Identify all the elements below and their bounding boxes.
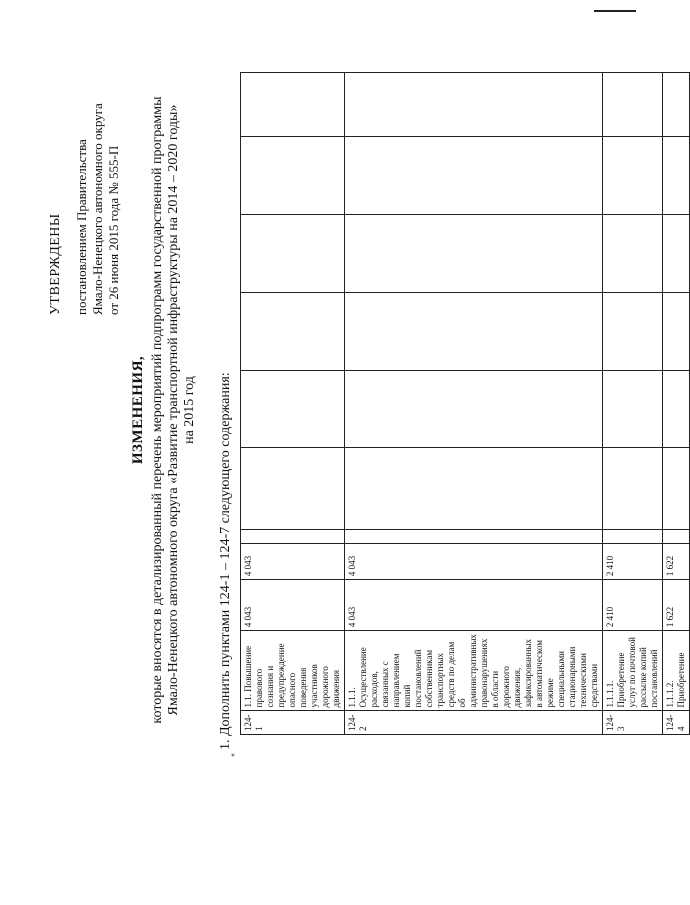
table-cell [241, 448, 345, 530]
row-name: 1.1.1. Осуществление расходов, связанных с направлением копий постановлений собственникам транспортных средств по делам об административных правонарушениях в области дорожного движения, зафиксированных в автоматическом режиме специальными стационарными техническими средствами [345, 631, 603, 711]
row-value: 2 410 [603, 544, 663, 580]
approval-line: от 26 июня 2015 года № 555-П [106, 145, 121, 315]
table-cell [603, 215, 663, 293]
row-number: 124-2 [345, 711, 603, 735]
approval-line: постановлением Правительства [74, 139, 89, 315]
table-cell [345, 371, 603, 448]
table-cell [663, 215, 690, 293]
table-cell [603, 448, 663, 530]
table-cell [603, 530, 663, 544]
table-cell [663, 73, 690, 137]
table-cell [663, 530, 690, 544]
table-row [345, 73, 603, 735]
table-cell [241, 73, 345, 137]
approval-line: Ямало-Ненецкого автономного округа [90, 103, 105, 315]
measures-table [240, 72, 690, 735]
row-value: 4 043 [241, 580, 345, 631]
row-value: 1 622 [663, 544, 690, 580]
table-cell [603, 137, 663, 215]
row-value: 4 043 [345, 544, 603, 580]
table-cell [241, 215, 345, 293]
table-cell [345, 73, 603, 137]
title-line: которые вносятся в детализированный перечень мероприятий подпрограмм государственной программы [150, 96, 165, 724]
table-cell [345, 448, 603, 530]
table-cell [345, 530, 603, 544]
row-value: 4 043 [345, 580, 603, 631]
table-cell [345, 137, 603, 215]
table-cell [345, 293, 603, 371]
table-cell [603, 73, 663, 137]
table-cell [663, 371, 690, 448]
table-cell [663, 448, 690, 530]
table-row [663, 73, 690, 735]
row-value: 1 622 [663, 580, 690, 631]
document-title [130, 65, 198, 755]
row-name: 1.1.1.2. Приобретение [663, 631, 690, 711]
row-number: 124-3 [603, 711, 663, 735]
table-cell [345, 215, 603, 293]
title-main: ИЗМЕНЕНИЯ, [130, 355, 146, 465]
approval-heading: УТВЕРЖДЕНЫ [48, 213, 63, 315]
table-row [603, 73, 663, 735]
table-cell [241, 371, 345, 448]
intro-paragraph: 1. Дополнить пунктами 124-1 – 124-7 следующего содержания: [218, 372, 233, 750]
table-cell [663, 137, 690, 215]
table-cell [603, 293, 663, 371]
quote-mark: « [228, 753, 237, 757]
title-line: Ямало-Ненецкого автономного округа «Развитие транспортной инфраструктуры на 2014 – 2020 годы» [166, 104, 181, 716]
row-number: 124-1 [241, 711, 345, 735]
row-number: 124-4 [663, 711, 690, 735]
table-cell [241, 293, 345, 371]
table-cell [663, 293, 690, 371]
row-name: 1.1. Повышение правового сознания и предупреждение опасного поведения участников дорожного движения [241, 631, 345, 711]
table-cell [603, 371, 663, 448]
table-row [241, 73, 345, 735]
row-value: 4 043 [241, 544, 345, 580]
title-line: на 2015 год [182, 376, 197, 444]
row-name: 1.1.1.1. Приобретение услуг по почтовой рассылке копий постановлений [603, 631, 663, 711]
row-value: 2 410 [603, 580, 663, 631]
table-cell [241, 137, 345, 215]
table-cell [241, 530, 345, 544]
approval-stamp [48, 15, 122, 315]
